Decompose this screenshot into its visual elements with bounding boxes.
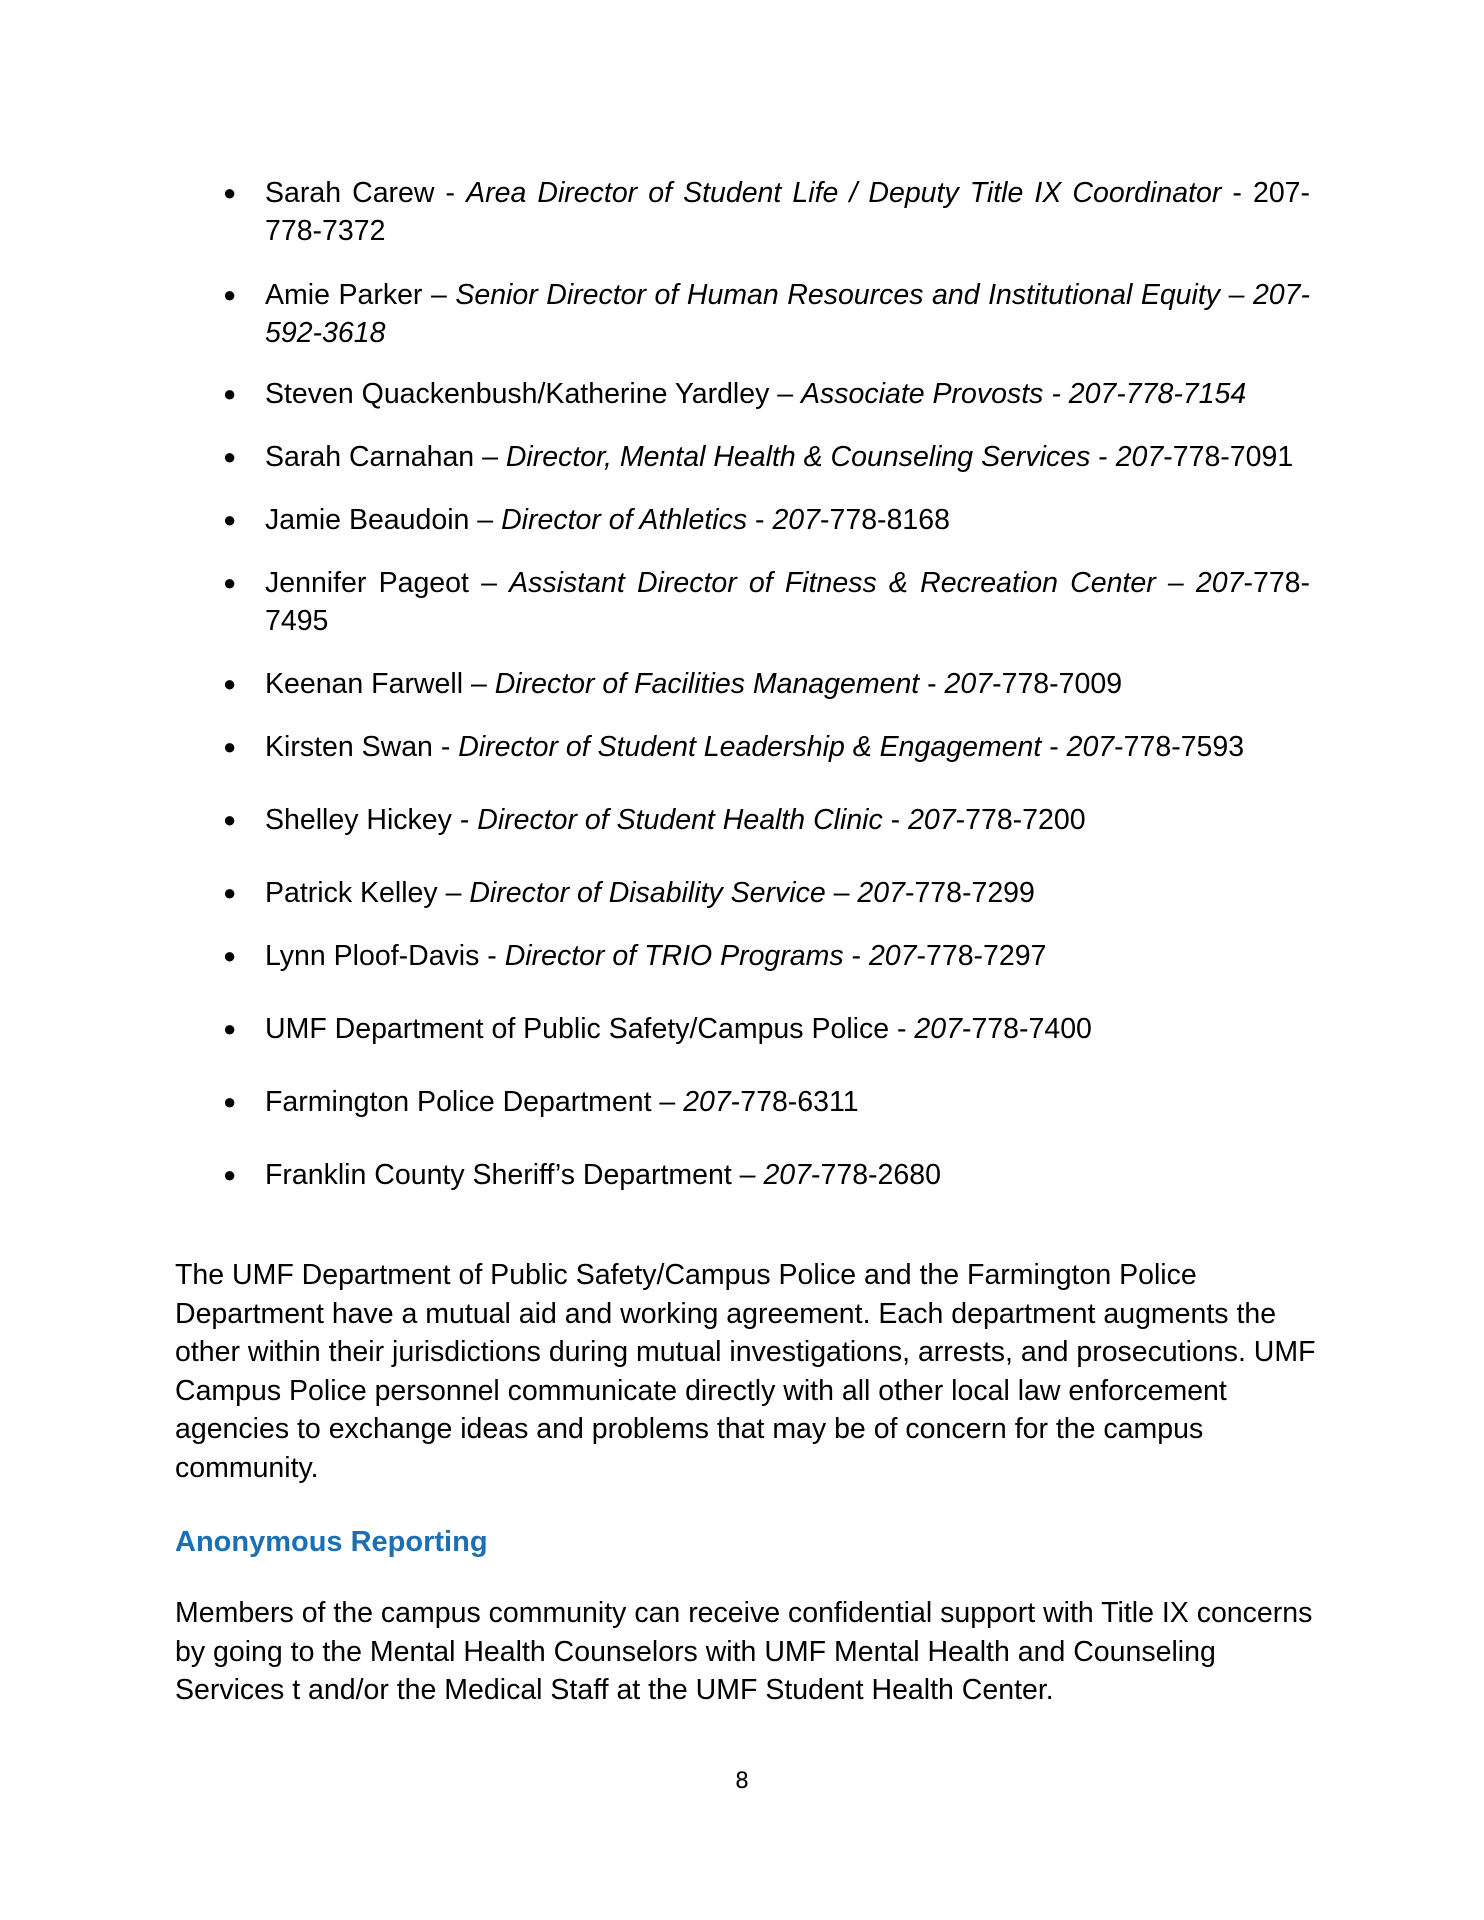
contact-role: Director of Student Leadership & Engagement — [458, 731, 1042, 763]
bullet-icon: ● — [223, 507, 237, 532]
contact-item: ● Jamie Beaudoin – Director of Athletics - 207-778-8168 — [265, 501, 1310, 539]
contact-name: Keenan Farwell — [265, 668, 464, 700]
page-number: 8 — [735, 1769, 749, 1794]
contact-role: Director of Facilities Management — [494, 668, 920, 700]
contact-role: Director, Mental Health & Counseling Services — [505, 441, 1091, 473]
contact-item: ● Kirsten Swan - Director of Student Leadership & Engagement - 207-778-7593 — [265, 728, 1310, 766]
contact-name: Franklin County Sheriff’s Department — [265, 1159, 732, 1191]
contact-role: Senior Director of Human Resources and Institutional Equity – 207-592-3618 — [265, 279, 1310, 349]
contact-phone: -778-7091 — [1163, 441, 1294, 473]
contact-name: Amie Parker — [265, 279, 423, 311]
contact-phone: -778-8168 — [820, 504, 950, 536]
mutual-aid-paragraph: The UMF Department of Public Safety/Campus Police and the Farmington Police Department have a mutual aid and working agreement. Each department augments the other within their jurisdictions during mutual investigations, arrests, and prosecutions. UMF Campus Police personnel communicate directly with all other local law enforcement agencies to exchange ideas and problems that may be of concern for the campus community. — [175, 1259, 1316, 1484]
contact-item: ● Jennifer Pageot – Assistant Director of Fitness & Recreation Center – 207-778-7495 — [265, 564, 1310, 640]
contact-role: Director of Disability Service — [469, 877, 826, 909]
anonymous-reporting-paragraph: Members of the campus community can receive confidential support with Title IX concerns by going to the Mental Health Counselors with UMF Mental Health and Counseling Services t and/or the Medical Staff at the UMF Student Health Center. — [175, 1597, 1313, 1706]
contact-role: Assistant Director of Fitness & Recreation Center — [509, 567, 1156, 599]
contact-phone: -778-7593 — [1114, 731, 1245, 763]
contact-phone: -778-7400 — [961, 1013, 1092, 1045]
contact-name: Jennifer Pageot — [265, 567, 469, 599]
contact-phone: -778-7009 — [992, 668, 1123, 700]
bullet-icon: ● — [223, 381, 237, 406]
bullet-icon: ● — [223, 807, 237, 832]
bullet-icon: ● — [223, 671, 237, 696]
contact-phone: -778-7299 — [904, 877, 1035, 909]
contact-phone: -778-7297 — [916, 940, 1047, 972]
contact-role: Director of Athletics — [501, 504, 748, 536]
bullet-icon: ● — [223, 1016, 237, 1041]
contact-name: Sarah Carnahan — [265, 441, 475, 473]
bullet-icon: ● — [223, 1162, 237, 1187]
bullet-icon: ● — [223, 880, 237, 905]
contact-phone: -778-7495 — [265, 567, 1311, 637]
contact-name: Shelley Hickey — [265, 804, 452, 836]
contact-name: Patrick Kelley — [265, 877, 438, 909]
bullet-icon: ● — [223, 943, 237, 968]
contact-item: ● Franklin County Sheriff’s Department – 207-778-2680 — [265, 1156, 1310, 1194]
contact-phone: -778-7200 — [955, 804, 1086, 836]
contact-item: ● Steven Quackenbush/Katherine Yardley – Associate Provosts - 207-778-7154 — [265, 375, 1310, 413]
contact-role: Associate Provosts - 207-778-7154 — [801, 378, 1247, 410]
bullet-icon: ● — [223, 180, 237, 205]
contact-item: ● Sarah Carew - Area Director of Student Life / Deputy Title IX Coordinator - 207-778-7372 — [265, 174, 1310, 250]
contact-item: ● Shelley Hickey - Director of Student Health Clinic - 207-778-7200 — [265, 801, 1310, 839]
contact-name: Farmington Police Department — [265, 1086, 652, 1118]
contact-item: ● Lynn Ploof-Davis - Director of TRIO Programs - 207-778-7297 — [265, 937, 1310, 975]
contact-item: ● UMF Department of Public Safety/Campus Police - 207-778-7400 — [265, 1010, 1310, 1048]
section-heading: Anonymous Reporting — [175, 1526, 488, 1558]
contact-phone: -778-2680 — [811, 1159, 941, 1191]
contact-item: ● Patrick Kelley – Director of Disability Service – 207-778-7299 — [265, 874, 1310, 912]
contact-item: ● Keenan Farwell – Director of Facilities Management - 207-778-7009 — [265, 665, 1310, 703]
bullet-icon: ● — [223, 444, 237, 469]
contact-name: Lynn Ploof-Davis — [265, 940, 480, 972]
bullet-icon: ● — [223, 734, 237, 759]
contact-name: Steven Quackenbush/Katherine Yardley — [265, 378, 770, 410]
bullet-icon: ● — [223, 282, 237, 307]
bullet-icon: ● — [223, 570, 237, 595]
contact-role: Area Director of Student Life / Deputy Title IX Coordinator — [466, 177, 1222, 209]
contact-role: Director of Student Health Clinic — [477, 804, 883, 836]
contact-name: UMF Department of Public Safety/Campus Police — [265, 1013, 890, 1045]
bullet-icon: ● — [223, 1089, 237, 1114]
contact-name: Kirsten Swan — [265, 731, 433, 763]
contact-item: ● Sarah Carnahan – Director, Mental Health & Counseling Services - 207-778-7091 — [265, 438, 1310, 476]
contact-item: ● Amie Parker – Senior Director of Human Resources and Institutional Equity – 207-592-3618 — [265, 276, 1310, 352]
contact-name: Jamie Beaudoin — [265, 504, 470, 536]
contact-phone: 207-778-7372 — [265, 177, 1311, 247]
contact-name: Sarah Carew — [265, 177, 435, 209]
contact-item: ● Farmington Police Department – 207-778-6311 — [265, 1083, 1310, 1121]
contact-role: Director of TRIO Programs — [504, 940, 844, 972]
contact-phone: -778-6311 — [730, 1086, 859, 1118]
